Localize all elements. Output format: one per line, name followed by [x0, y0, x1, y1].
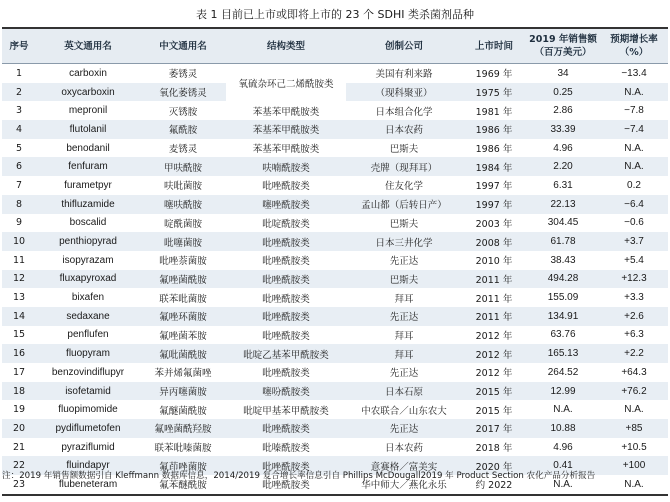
- cell-date: 2011 年: [462, 270, 526, 289]
- cell-company: 壳牌（现拜耳）: [346, 157, 462, 176]
- cell-company: 巴斯夫: [389, 144, 419, 156]
- cell-company: 美国有利来路: [375, 69, 433, 81]
- cell-date: 1969 年: [475, 69, 513, 81]
- cell-company: 拜耳: [394, 293, 414, 305]
- cell-sales: 63.76: [550, 329, 576, 341]
- cell-date: 2010 年: [475, 256, 513, 268]
- cell-growth: −0.6: [624, 217, 644, 229]
- cell-sales: 4.96: [553, 142, 573, 154]
- cell-growth: +3.3: [624, 292, 644, 304]
- cell-growth: +64.3: [621, 366, 647, 378]
- cell-sales: 12.99: [526, 382, 600, 401]
- cell-sales: 38.43: [550, 254, 576, 266]
- table-row: [2, 120, 668, 139]
- cell-sales: 6.31: [553, 179, 573, 191]
- cell-sales: 4.96: [553, 441, 573, 453]
- cell-growth: N.A.: [600, 83, 668, 102]
- cell-sales: 304.45: [547, 217, 579, 229]
- cell-date: 1997 年: [462, 195, 526, 214]
- cell-no: 17: [12, 366, 26, 378]
- cell-en-name: fluindapyr: [36, 456, 140, 475]
- cell-growth: +5.4: [624, 254, 644, 266]
- cell-sales: 264.52: [547, 366, 579, 378]
- header-sales: [526, 28, 600, 64]
- cell-sales: 22.13: [526, 195, 600, 214]
- cell-date: 1984 年: [462, 157, 526, 176]
- cell-no: 20: [2, 419, 36, 438]
- cell-no: 7: [15, 179, 23, 191]
- cell-no: 15: [12, 329, 26, 341]
- cell-company: 拜耳: [394, 330, 414, 342]
- sdhi-table: [2, 27, 668, 496]
- table-row: [2, 419, 668, 438]
- cell-cn-name: 噻呋酰胺: [140, 195, 226, 214]
- cell-cn-name: 氟唑菌苯胺: [159, 330, 207, 342]
- cell-en-name: penthiopyrad: [36, 232, 140, 251]
- cell-en-name: flubeneteram: [36, 475, 140, 495]
- cell-structure: 吡唑酰胺类: [226, 307, 346, 326]
- cell-company: 巴斯夫: [346, 270, 462, 289]
- table-row: [2, 307, 668, 326]
- cell-structure: 苯基苯甲酰胺类: [252, 106, 320, 118]
- cell-en-name: furametpyr: [64, 179, 112, 191]
- cell-en-name: penflufen: [67, 329, 109, 341]
- cell-date: 1981 年: [475, 106, 513, 118]
- cell-cn-name: 氟唑菌酰胺: [140, 270, 226, 289]
- cell-structure: 噻吩酰胺类: [226, 382, 346, 401]
- cell-date: 1997 年: [475, 181, 513, 193]
- cell-growth: +2.6: [600, 307, 668, 326]
- cell-date: 2018 年: [475, 443, 513, 455]
- cell-structure: 苯基苯甲酰胺类: [226, 120, 346, 139]
- header-structure: 结构类型: [226, 28, 346, 64]
- cell-en-name: isofetamid: [36, 382, 140, 401]
- cell-cn-name: 萎锈灵: [168, 69, 198, 81]
- cell-sales: 0.25: [526, 83, 600, 102]
- cell-en-name: bixafen: [71, 292, 105, 304]
- cell-en-name: pydiflumetofen: [36, 419, 140, 438]
- cell-en-name: fluopyram: [36, 344, 140, 363]
- cell-structure: 吡唑酰胺类: [226, 456, 346, 475]
- cell-date: 2015 年: [475, 405, 513, 417]
- cell-no: 4: [2, 120, 36, 139]
- cell-structure: 吡唑酰胺类: [226, 232, 346, 251]
- cell-no: 19: [12, 404, 26, 416]
- cell-structure: 氧硫杂环己二烯酰胺类: [226, 64, 346, 102]
- cell-no: 1: [15, 67, 23, 79]
- cell-no: 6: [2, 157, 36, 176]
- cell-cn-name: 氟酰胺: [140, 120, 226, 139]
- cell-no: 16: [2, 344, 36, 363]
- table-row: [2, 288, 668, 307]
- cell-structure: 呋喃酰胺类: [226, 157, 346, 176]
- cell-en-name: fenfuram: [36, 157, 140, 176]
- cell-en-name: pyraziflumid: [61, 441, 115, 453]
- cell-date: 1986 年: [462, 120, 526, 139]
- header-growth: [600, 28, 668, 64]
- cell-date: 1986 年: [475, 144, 513, 156]
- header-en-name: 英文通用名: [36, 28, 140, 64]
- cell-en-name: carboxin: [69, 67, 107, 79]
- cell-sales: 2.86: [553, 105, 573, 117]
- cell-growth: −7.8: [624, 105, 644, 117]
- header-growth-line2: （%）: [619, 47, 649, 58]
- cell-date: 1975 年: [462, 83, 526, 102]
- cell-cn-name: 氧化萎锈灵: [140, 83, 226, 102]
- cell-growth: +76.2: [600, 382, 668, 401]
- cell-en-name: boscalid: [69, 217, 107, 229]
- header-sales-line2: （百万美元）: [534, 47, 592, 58]
- table-row: [2, 382, 668, 401]
- table-row: [2, 251, 668, 270]
- cell-date: 2015 年: [462, 382, 526, 401]
- cell-en-name: benzovindiflupyr: [51, 366, 125, 378]
- cell-growth: −13.4: [621, 67, 647, 79]
- table-row: [2, 214, 668, 233]
- cell-date: 2003 年: [475, 218, 513, 230]
- cell-company: 先正达: [346, 419, 462, 438]
- cell-no: 3: [15, 105, 23, 117]
- cell-en-name: thifluzamide: [36, 195, 140, 214]
- cell-growth: N.A.: [624, 404, 644, 416]
- cell-date: 2012 年: [475, 330, 513, 342]
- cell-no: 10: [2, 232, 36, 251]
- header-row: [2, 28, 668, 64]
- table-row: [2, 139, 668, 158]
- cell-no: 23: [2, 475, 36, 495]
- cell-sales: 10.88: [526, 419, 600, 438]
- cell-date: 2011 年: [462, 307, 526, 326]
- cell-date: 2020 年: [462, 456, 526, 475]
- cell-structure: 吡唑酰胺类: [262, 330, 310, 342]
- cell-growth: N.A.: [600, 475, 668, 495]
- cell-cn-name: 吡唑萘菌胺: [159, 256, 207, 268]
- cell-cn-name: 甲呋酰胺: [140, 157, 226, 176]
- cell-growth: +10.5: [621, 441, 647, 453]
- cell-date: 2011 年: [475, 293, 513, 305]
- cell-sales: 34: [557, 67, 569, 79]
- cell-cn-name: 氟醚菌酰胺: [159, 405, 207, 417]
- cell-structure: 苯基苯甲酰胺类: [252, 144, 320, 156]
- cell-company: 中农联合／山东农大: [361, 405, 447, 417]
- cell-structure: 吡唑酰胺类: [226, 419, 346, 438]
- cell-sales: 2.20: [526, 157, 600, 176]
- cell-company: 日本组合化学: [375, 106, 433, 118]
- cell-structure: 吡唑酰胺类: [262, 368, 310, 380]
- table-row: [2, 400, 668, 419]
- cell-cn-name: 氟唑菌酰羟胺: [140, 419, 226, 438]
- cell-company: 日本石原: [346, 382, 462, 401]
- cell-en-name: mepronil: [68, 105, 108, 117]
- cell-en-name: sedaxane: [36, 307, 140, 326]
- cell-sales: N.A.: [553, 404, 573, 416]
- cell-no: 18: [2, 382, 36, 401]
- cell-cn-name: 异丙噻菌胺: [140, 382, 226, 401]
- header-date: 上市时间: [462, 28, 526, 64]
- cell-cn-name: 苯并烯氟菌唑: [154, 368, 212, 380]
- cell-sales: 165.13: [526, 344, 600, 363]
- cell-no: 8: [2, 195, 36, 214]
- cell-en-name: benodanil: [66, 142, 110, 154]
- header-company: 创制公司: [346, 28, 462, 64]
- cell-sales: 494.28: [526, 270, 600, 289]
- cell-cn-name: 呋吡菌胺: [163, 181, 202, 193]
- cell-company: 先正达: [346, 307, 462, 326]
- cell-company: 住友化学: [384, 181, 423, 193]
- cell-no: 11: [12, 254, 26, 266]
- table-row: [2, 344, 668, 363]
- cell-sales: 134.91: [526, 307, 600, 326]
- cell-no: 12: [2, 270, 36, 289]
- table-row: [2, 157, 668, 176]
- cell-structure: 吡啶酰胺类: [262, 218, 310, 230]
- cell-growth: +12.3: [600, 270, 668, 289]
- cell-structure: 吡唑酰胺类: [226, 270, 346, 289]
- table-row: [2, 363, 668, 382]
- cell-structure: 噻唑酰胺类: [226, 195, 346, 214]
- cell-structure: 吡唑酰胺类: [226, 475, 346, 495]
- cell-en-name: fluxapyroxad: [36, 270, 140, 289]
- cell-growth: −6.4: [600, 195, 668, 214]
- cell-cn-name: 氟唑环菌胺: [140, 307, 226, 326]
- cell-no: 21: [12, 441, 26, 453]
- cell-en-name: flutolanil: [36, 120, 140, 139]
- header-no: 序号: [2, 28, 36, 64]
- cell-company: 日本农药: [384, 443, 423, 455]
- cell-en-name: fluopimomide: [58, 404, 118, 416]
- cell-company: 先正达: [389, 256, 419, 268]
- cell-sales: N.A.: [526, 475, 600, 495]
- cell-growth: N.A.: [624, 142, 644, 154]
- table-row: [2, 232, 668, 251]
- cell-cn-name: 联苯吡菌胺: [159, 293, 207, 305]
- cell-date: 2012 年: [475, 368, 513, 380]
- cell-no: 2: [2, 83, 36, 102]
- header-sales-line1: 2019 年销售额: [529, 34, 597, 45]
- cell-growth: +85: [600, 419, 668, 438]
- cell-cn-name: 灭锈胺: [168, 106, 198, 118]
- cell-company: 孟山都（后转日产）: [346, 195, 462, 214]
- cell-sales: 61.78: [526, 232, 600, 251]
- cell-structure: 吡啶甲基苯甲酰胺类: [243, 405, 329, 417]
- table-row: [2, 195, 668, 214]
- cell-company: 先正达: [389, 368, 419, 380]
- header-growth-line1: 预期增长率: [610, 34, 658, 45]
- cell-company: 日本三井化学: [346, 232, 462, 251]
- cell-growth: N.A.: [600, 157, 668, 176]
- cell-no: 9: [15, 217, 23, 229]
- cell-date: 2017 年: [462, 419, 526, 438]
- cell-no: 14: [2, 307, 36, 326]
- cell-cn-name: 啶酰菌胺: [163, 218, 202, 230]
- cell-sales: 0.41: [526, 456, 600, 475]
- cell-cn-name: 联苯吡嗪菌胺: [154, 443, 212, 455]
- cell-company: 意赛格／富美实: [346, 456, 462, 475]
- table-row: [2, 101, 668, 120]
- cell-cn-name: 麦锈灵: [168, 144, 198, 156]
- cell-no: 5: [15, 142, 23, 154]
- cell-company: （现科聚亚）: [346, 83, 462, 102]
- cell-company: 拜耳: [346, 344, 462, 363]
- table-row: [2, 64, 668, 83]
- cell-growth: −7.4: [600, 120, 668, 139]
- cell-cn-name: 氟吡菌酰胺: [140, 344, 226, 363]
- cell-date: 约 2022: [462, 475, 526, 495]
- footnote: 注：2019 年销售额数据引自 Kleffmann 数据库信息，2014/2019 复合增长率信息引自 Phillips McDougall2019 年 Product Section 农化产品分析报告: [2, 471, 596, 481]
- cell-sales: 33.39: [526, 120, 600, 139]
- cell-cn-name: 吡噻菌胺: [140, 232, 226, 251]
- cell-cn-name: 氟苯醚酰胺: [140, 475, 226, 495]
- cell-growth: +3.7: [600, 232, 668, 251]
- cell-growth: +100: [600, 456, 668, 475]
- cell-en-name: isopyrazam: [62, 254, 114, 266]
- cell-sales: 155.09: [547, 292, 579, 304]
- cell-growth: +6.3: [624, 329, 644, 341]
- cell-company: 日本农药: [346, 120, 462, 139]
- cell-cn-name: 氟茚唑菌胺: [140, 456, 226, 475]
- cell-company: 华中师大／燕化永乐: [346, 475, 462, 495]
- cell-structure: 吡嗪酰胺类: [262, 443, 310, 455]
- table-row: [2, 176, 668, 195]
- cell-date: 2012 年: [462, 344, 526, 363]
- table-row: [2, 438, 668, 457]
- cell-no: 22: [2, 456, 36, 475]
- header-cn-name: 中文通用名: [140, 28, 226, 64]
- cell-no: 13: [12, 292, 26, 304]
- cell-structure: 吡唑酰胺类: [262, 181, 310, 193]
- table-title: 表 1 目前已上市或即将上市的 23 个 SDHI 类杀菌剂品种: [196, 8, 474, 21]
- cell-growth: 0.2: [627, 179, 641, 191]
- cell-structure: 吡啶乙基苯甲酰胺类: [226, 344, 346, 363]
- table-row: [2, 326, 668, 345]
- cell-en-name: oxycarboxin: [36, 83, 140, 102]
- table-row: [2, 270, 668, 289]
- cell-company: 巴斯夫: [389, 218, 419, 230]
- cell-date: 2008 年: [462, 232, 526, 251]
- cell-growth: +2.2: [600, 344, 668, 363]
- cell-structure: 吡唑酰胺类: [262, 293, 310, 305]
- cell-structure: 吡唑酰胺类: [262, 256, 310, 268]
